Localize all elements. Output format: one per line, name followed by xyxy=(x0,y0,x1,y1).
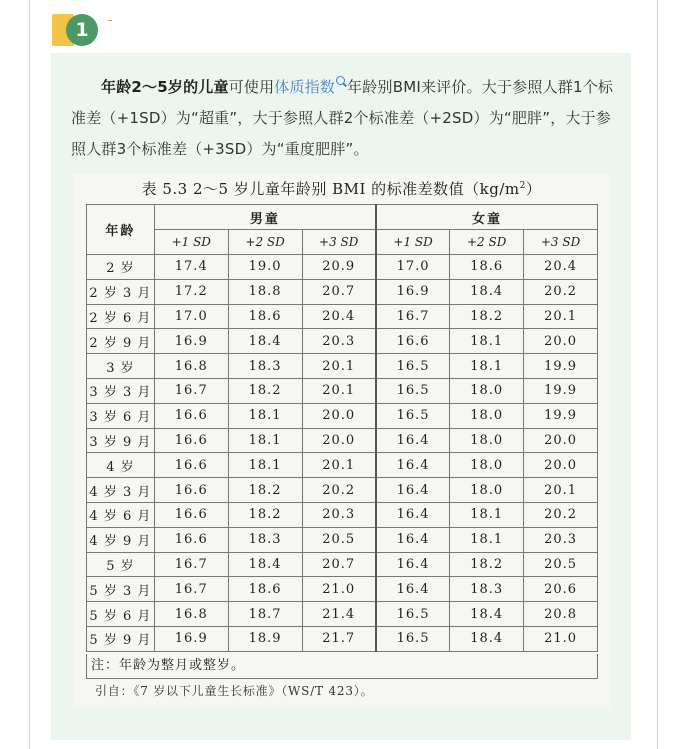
table-row xyxy=(87,502,598,527)
bmi-value-cell: 18.0 xyxy=(450,478,524,503)
table-row xyxy=(87,329,598,354)
bmi-value-cell: 18.1 xyxy=(450,502,524,527)
bmi-value-cell: 18.1 xyxy=(228,428,302,453)
bmi-value-cell: 20.7 xyxy=(302,552,376,577)
bmi-value-cell: 18.7 xyxy=(228,602,302,627)
bmi-value-cell: 21.0 xyxy=(524,626,598,651)
bmi-value-cell: 18.2 xyxy=(228,478,302,503)
bmi-value-cell: 18.9 xyxy=(228,626,302,651)
bmi-value-cell: 18.0 xyxy=(450,378,524,403)
table-header-row xyxy=(87,205,598,230)
bmi-value-cell: 18.3 xyxy=(228,354,302,379)
bmi-value-cell: 16.5 xyxy=(376,626,450,651)
badge-number: 1 xyxy=(66,14,98,46)
bmi-value-cell: 16.9 xyxy=(376,279,450,304)
table-row xyxy=(87,626,598,651)
bmi-value-cell: 20.0 xyxy=(524,453,598,478)
search-icon[interactable] xyxy=(336,76,345,85)
bmi-value-cell: 20.8 xyxy=(524,602,598,627)
bmi-value-cell: 21.0 xyxy=(302,577,376,602)
bmi-value-cell: 21.7 xyxy=(302,626,376,651)
bmi-value-cell: 18.4 xyxy=(450,626,524,651)
intro-text-after-link: 年龄别BMI来评价。大于参照人群1个标准差（+1SD）为“超重”，大于参照人群2个标准差（+2SD）为“肥胖”，大于参照人群3个标准差（+3SD）为“重度肥胖”。 xyxy=(71,78,614,158)
bmi-value-cell: 18.0 xyxy=(450,428,524,453)
bmi-value-cell: 16.4 xyxy=(376,502,450,527)
bmi-value-cell: 18.6 xyxy=(228,304,302,329)
age-cell: 5 岁 6 月 xyxy=(87,602,155,627)
bmi-value-cell: 16.9 xyxy=(154,626,228,651)
bmi-value-cell: 16.6 xyxy=(154,478,228,503)
bmi-value-cell: 18.4 xyxy=(228,329,302,354)
age-cell: 4 岁 3 月 xyxy=(87,478,155,503)
bmi-value-cell: 18.0 xyxy=(450,403,524,428)
bmi-value-cell: 17.0 xyxy=(154,304,228,329)
bmi-value-cell: 18.6 xyxy=(450,255,524,280)
age-cell: 2 岁 3 月 xyxy=(87,279,155,304)
bmi-value-cell: 16.6 xyxy=(154,453,228,478)
bmi-value-cell: 18.4 xyxy=(450,602,524,627)
age-cell: 2 岁 xyxy=(87,255,155,280)
bmi-sd-table xyxy=(86,204,598,652)
table-row xyxy=(87,279,598,304)
bmi-value-cell: 20.2 xyxy=(524,502,598,527)
bmi-value-cell: 18.1 xyxy=(228,453,302,478)
bmi-value-cell: 20.1 xyxy=(524,478,598,503)
age-cell: 5 岁 xyxy=(87,552,155,577)
bmi-value-cell: 20.5 xyxy=(302,527,376,552)
sd-header: +2 SD xyxy=(450,230,524,255)
table-row xyxy=(87,354,598,379)
bmi-value-cell: 19.0 xyxy=(228,255,302,280)
bmi-value-cell: 16.5 xyxy=(376,602,450,627)
table-sd-header-row xyxy=(87,230,598,255)
bmi-value-cell: 20.7 xyxy=(302,279,376,304)
bmi-value-cell: 20.0 xyxy=(524,329,598,354)
bmi-value-cell: 16.8 xyxy=(154,354,228,379)
sd-header: +1 SD xyxy=(376,230,450,255)
age-cell: 2 岁 6 月 xyxy=(87,304,155,329)
bmi-value-cell: 20.2 xyxy=(524,279,598,304)
bmi-value-cell: 20.3 xyxy=(302,502,376,527)
table-note: 注：年龄为整月或整岁。 xyxy=(86,654,598,679)
bmi-value-cell: 17.4 xyxy=(154,255,228,280)
bmi-value-cell: 19.9 xyxy=(524,403,598,428)
bmi-value-cell: 16.6 xyxy=(154,403,228,428)
bmi-value-cell: 18.1 xyxy=(450,329,524,354)
bmi-value-cell: 20.4 xyxy=(524,255,598,280)
bmi-value-cell: 18.1 xyxy=(450,527,524,552)
age-column-header: 年龄 xyxy=(87,205,155,255)
age-cell: 4 岁 6 月 xyxy=(87,502,155,527)
badge-dash-mark xyxy=(108,20,112,21)
girls-header: 女童 xyxy=(376,205,598,230)
table-title-sup: 2 xyxy=(519,181,526,191)
bmi-value-cell: 20.3 xyxy=(524,527,598,552)
bmi-value-cell: 20.1 xyxy=(302,378,376,403)
table-row xyxy=(87,478,598,503)
bmi-value-cell: 16.6 xyxy=(154,527,228,552)
age-cell: 5 岁 3 月 xyxy=(87,577,155,602)
table-title-end: ） xyxy=(525,180,542,198)
bmi-value-cell: 16.6 xyxy=(376,329,450,354)
bmi-value-cell: 20.0 xyxy=(302,403,376,428)
table-row xyxy=(87,378,598,403)
sd-header: +3 SD xyxy=(302,230,376,255)
bmi-value-cell: 16.6 xyxy=(154,428,228,453)
bmi-value-cell: 20.5 xyxy=(524,552,598,577)
age-cell: 3 岁 6 月 xyxy=(87,403,155,428)
table-row xyxy=(87,304,598,329)
bmi-value-cell: 18.3 xyxy=(450,577,524,602)
sd-header: +1 SD xyxy=(154,230,228,255)
age-cell: 3 岁 xyxy=(87,354,155,379)
age-cell: 3 岁 3 月 xyxy=(87,378,155,403)
intro-text-before-link: 可使用 xyxy=(228,78,275,96)
bmi-value-cell: 16.8 xyxy=(154,602,228,627)
sd-header: +2 SD xyxy=(228,230,302,255)
bmi-value-cell: 20.2 xyxy=(302,478,376,503)
age-cell: 3 岁 9 月 xyxy=(87,428,155,453)
bmi-value-cell: 20.0 xyxy=(524,428,598,453)
bmi-value-cell: 18.2 xyxy=(228,502,302,527)
table-row xyxy=(87,602,598,627)
bmi-value-cell: 16.4 xyxy=(376,527,450,552)
bmi-value-cell: 19.9 xyxy=(524,378,598,403)
bmi-value-cell: 16.9 xyxy=(154,329,228,354)
bmi-value-cell: 20.1 xyxy=(524,304,598,329)
table-title xyxy=(73,178,610,199)
bmi-value-cell: 18.6 xyxy=(228,577,302,602)
bmi-value-cell: 20.1 xyxy=(302,453,376,478)
bmi-value-cell: 20.4 xyxy=(302,304,376,329)
bmi-value-cell: 17.2 xyxy=(154,279,228,304)
sd-header: +3 SD xyxy=(524,230,598,255)
table-title-text: 表 5.3 2～5 岁儿童年龄别 BMI 的标准差数值（kg/m xyxy=(141,180,520,198)
bmi-value-cell: 18.4 xyxy=(450,279,524,304)
bmi-value-cell: 16.6 xyxy=(154,502,228,527)
bmi-value-cell: 20.1 xyxy=(302,354,376,379)
bmi-value-cell: 18.2 xyxy=(228,378,302,403)
table-row xyxy=(87,552,598,577)
bmi-value-cell: 16.4 xyxy=(376,577,450,602)
age-cell: 2 岁 9 月 xyxy=(87,329,155,354)
table-row xyxy=(87,428,598,453)
section-number-badge xyxy=(52,14,102,46)
bmi-value-cell: 18.2 xyxy=(450,552,524,577)
bmi-value-cell: 16.5 xyxy=(376,354,450,379)
bmi-value-cell: 18.1 xyxy=(228,403,302,428)
bmi-value-cell: 16.4 xyxy=(376,478,450,503)
table-row xyxy=(87,527,598,552)
age-cell: 5 岁 9 月 xyxy=(87,626,155,651)
bmi-value-cell: 16.7 xyxy=(154,552,228,577)
age-cell: 4 岁 xyxy=(87,453,155,478)
bmi-value-cell: 20.6 xyxy=(524,577,598,602)
bmi-value-cell: 16.7 xyxy=(154,378,228,403)
bmi-value-cell: 18.4 xyxy=(228,552,302,577)
bmi-value-cell: 16.4 xyxy=(376,428,450,453)
intro-paragraph xyxy=(71,72,616,165)
bmi-value-cell: 17.0 xyxy=(376,255,450,280)
bmi-value-cell: 16.4 xyxy=(376,552,450,577)
table-row xyxy=(87,577,598,602)
table-source: 引自：《7 岁以下儿童生长标准》（WS/T 423）。 xyxy=(95,684,374,698)
bmi-value-cell: 16.7 xyxy=(376,304,450,329)
bmi-value-cell: 20.3 xyxy=(302,329,376,354)
intro-bold-text: 年龄2～5岁的儿童 xyxy=(101,78,229,96)
table-row xyxy=(87,255,598,280)
bmi-link[interactable]: 体质指数 xyxy=(274,78,336,96)
bmi-value-cell: 16.7 xyxy=(154,577,228,602)
bmi-value-cell: 18.3 xyxy=(228,527,302,552)
table-row xyxy=(87,453,598,478)
bmi-value-cell: 20.0 xyxy=(302,428,376,453)
bmi-value-cell: 18.8 xyxy=(228,279,302,304)
bmi-value-cell: 16.5 xyxy=(376,403,450,428)
bmi-value-cell: 21.4 xyxy=(302,602,376,627)
bmi-value-cell: 20.9 xyxy=(302,255,376,280)
bmi-value-cell: 18.2 xyxy=(450,304,524,329)
table-row xyxy=(87,403,598,428)
bmi-value-cell: 18.1 xyxy=(450,354,524,379)
frame-left-border xyxy=(29,0,30,749)
bmi-value-cell: 16.4 xyxy=(376,453,450,478)
bmi-value-cell: 16.5 xyxy=(376,378,450,403)
bmi-value-cell: 19.9 xyxy=(524,354,598,379)
boys-header: 男童 xyxy=(154,205,376,230)
bmi-value-cell: 18.0 xyxy=(450,453,524,478)
age-cell: 4 岁 9 月 xyxy=(87,527,155,552)
frame-right-border xyxy=(657,0,658,749)
